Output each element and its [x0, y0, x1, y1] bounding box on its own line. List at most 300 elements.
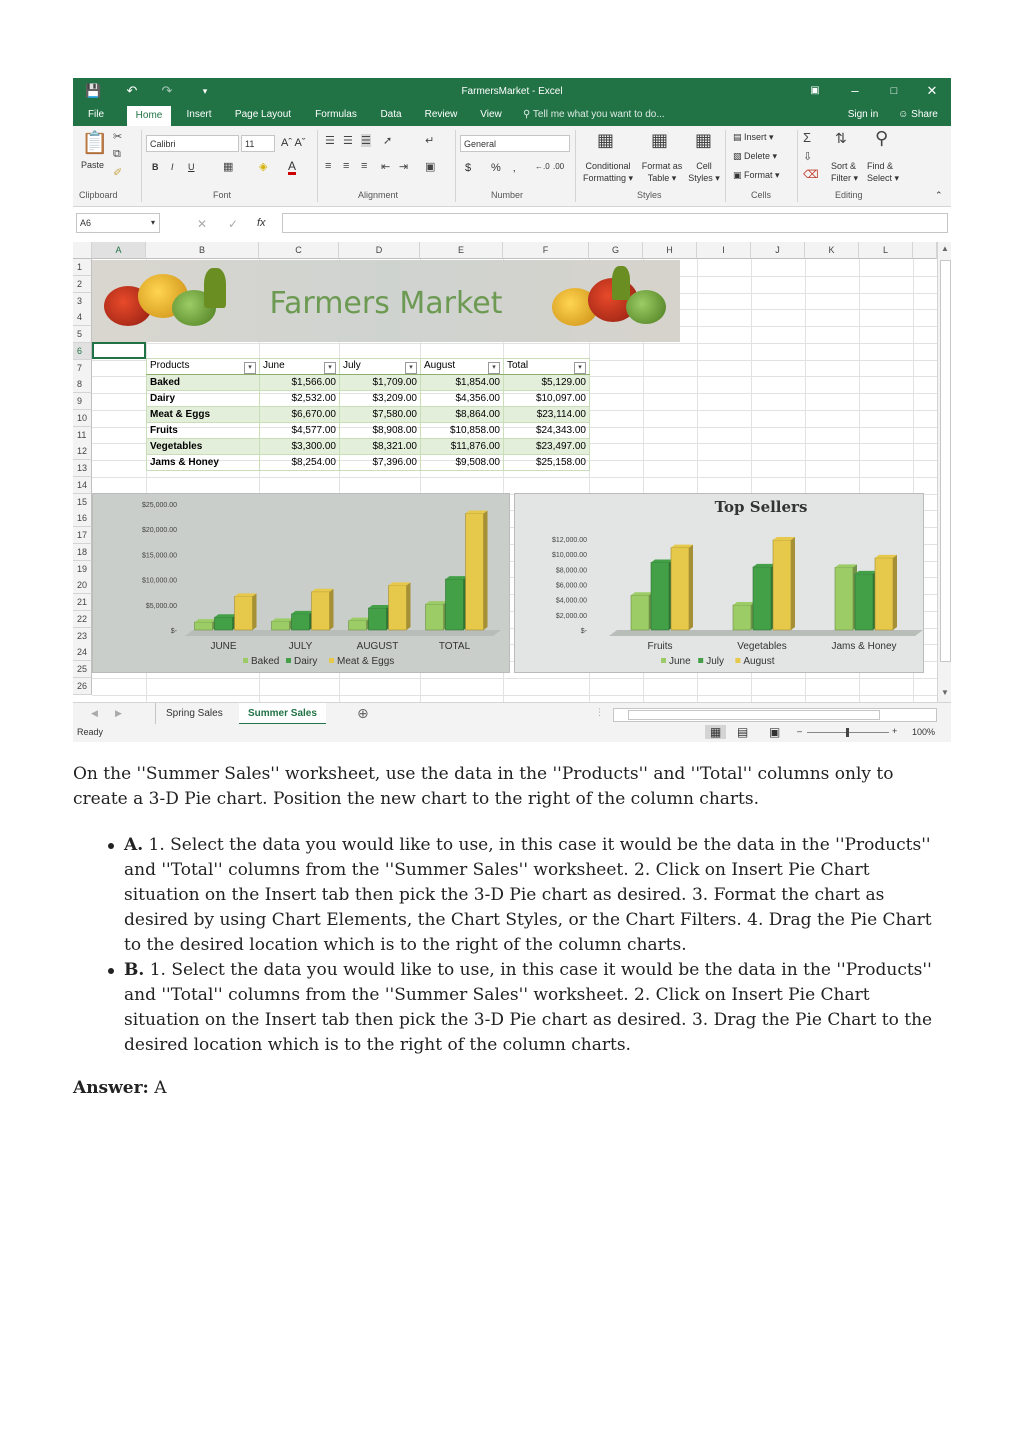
group-divider	[317, 130, 318, 202]
table-row	[147, 455, 590, 471]
cell-product[interactable]: Meat & Eggs	[147, 407, 260, 423]
row-header[interactable]: 8	[73, 376, 92, 393]
confirm-entry-icon[interactable]: ✓	[228, 217, 239, 231]
collapse-ribbon-icon[interactable]: ⌃	[935, 190, 943, 200]
cell-styles-button[interactable]: Cell Styles ▾	[688, 161, 720, 183]
column-header[interactable]: F	[503, 242, 589, 259]
cell-value[interactable]: $1,566.00	[260, 375, 340, 391]
row-header[interactable]: 18	[73, 544, 92, 561]
person-icon: ☺	[898, 109, 912, 120]
format-cells-icon: ▣	[733, 170, 745, 180]
row-header[interactable]: 11	[73, 427, 92, 444]
column-header[interactable]: D	[339, 242, 420, 259]
tab-home[interactable]: Home	[127, 106, 171, 126]
gridline	[92, 343, 937, 344]
italic-icon[interactable]: I	[171, 162, 174, 172]
row-header[interactable]: 15	[73, 494, 92, 511]
cell-value[interactable]: $1,709.00	[340, 375, 421, 391]
cf-label-2: Formatting	[582, 173, 626, 183]
row-header[interactable]: 19	[73, 561, 92, 578]
cell-total[interactable]: $10,097.00	[504, 391, 590, 407]
paste-label[interactable]: Paste	[81, 160, 105, 170]
tell-me-box[interactable]	[523, 104, 683, 126]
group-divider	[725, 130, 726, 202]
answer-value: A	[154, 1078, 167, 1098]
header-label: Total	[507, 359, 529, 371]
conditional-formatting-icon[interactable]: ▦	[597, 130, 615, 150]
row-header[interactable]: 4	[73, 309, 92, 326]
align-middle-icon[interactable]: ☰	[343, 135, 353, 147]
column-header[interactable]: G	[589, 242, 643, 259]
bar-dairy	[292, 614, 310, 630]
cs-label-1: Cell	[696, 161, 712, 171]
row-header[interactable]: 17	[73, 527, 92, 544]
bar-dairy	[215, 617, 233, 630]
insert-cells-button[interactable]: ▤ Insert ▾	[733, 132, 774, 142]
bar-august	[671, 548, 689, 630]
cell-total[interactable]: $24,343.00	[504, 423, 590, 439]
fs-label-2: Select	[867, 173, 893, 183]
customize-toolbar-icon[interactable]: ▾	[202, 86, 208, 96]
farmers-market-banner	[92, 260, 680, 342]
sort-filter-icon[interactable]: ⇅	[835, 130, 847, 146]
number-format-select[interactable]: General	[460, 135, 570, 152]
new-sheet-icon[interactable]: ⊕	[357, 705, 369, 721]
bar-side	[330, 589, 334, 630]
formula-bar	[73, 207, 951, 242]
delete-cells-button[interactable]: ▧ Delete ▾	[733, 151, 778, 161]
insert-cells-label: Insert	[744, 132, 767, 142]
column-chart-summer-sales[interactable]	[92, 493, 510, 673]
ribbon-tabs	[73, 104, 951, 126]
column-header[interactable]: E	[420, 242, 503, 259]
increase-decimal-icon[interactable]: ←.0	[535, 162, 550, 171]
option-text: 1. Select the data you would like to use, in this case it would be the data in the ''Products'' and ''Total'' columns from the ''Summer Sales'' worksheet. 2. Click on Insert Pie Chart situation on the Insert tab then pick the 3-D Pie chart as desired. 3. Format the chart as desired by using Chart Elements, the Chart Styles, or the Chart Filters. 4. Drag the Pie Chart to the desired location which is to the right of the column charts.	[124, 835, 932, 955]
column-header[interactable]: J	[751, 242, 805, 259]
cell-value[interactable]: $7,396.00	[340, 455, 421, 471]
name-box-dropdown-icon[interactable]: ▾	[150, 218, 155, 227]
wrap-text-icon[interactable]: ↵	[425, 135, 435, 147]
zoom-out-icon[interactable]: –	[797, 726, 803, 736]
cell-total[interactable]: $23,497.00	[504, 439, 590, 455]
group-label-styles: Styles	[637, 190, 662, 200]
bold-icon[interactable]: B	[152, 162, 159, 172]
column-chart-top-sellers[interactable]	[514, 493, 924, 673]
cancel-entry-icon[interactable]: ✕	[197, 217, 208, 231]
undo-icon[interactable]: ↶	[126, 83, 138, 98]
fat-label-1: Format as	[641, 161, 683, 171]
pineapple-leaves-right	[612, 266, 630, 300]
comma-icon[interactable]: ‚	[513, 162, 516, 174]
bar-side	[253, 593, 257, 630]
sheet-tab-bar	[73, 702, 951, 725]
x-tick-label: TOTAL	[438, 641, 471, 652]
option-letter: B.	[124, 960, 145, 980]
gridline	[92, 678, 937, 679]
next-sheet-icon[interactable]: ▶	[115, 708, 122, 718]
group-divider	[575, 130, 576, 202]
legend-swatch	[243, 658, 248, 663]
table-header-row	[147, 359, 590, 375]
cell-value[interactable]: $8,321.00	[340, 439, 421, 455]
legend-swatch	[735, 658, 740, 663]
name-box-value: A6	[80, 218, 92, 228]
cell-total[interactable]: $25,158.00	[504, 455, 590, 471]
sf-label-2: Filter	[831, 173, 851, 183]
column-header[interactable]: H	[643, 242, 697, 259]
x-tick-label: JULY	[288, 641, 313, 652]
group-divider	[455, 130, 456, 202]
filter-dropdown-icon[interactable]: ▾	[244, 362, 256, 374]
x-tick-label: JUNE	[210, 641, 237, 652]
filter-dropdown-icon[interactable]: ▾	[405, 362, 417, 374]
row-header[interactable]: 22	[73, 611, 92, 628]
header-june[interactable]	[260, 359, 340, 375]
row-header[interactable]: 24	[73, 644, 92, 661]
y-tick-label: $-	[170, 628, 177, 635]
fat-label-2: Table	[647, 173, 670, 183]
y-tick-label: $10,000.00	[551, 552, 587, 560]
format-painter-icon[interactable]: ✐	[113, 167, 123, 179]
group-divider	[141, 130, 142, 202]
find-select-button[interactable]: Find & Select ▾	[867, 161, 900, 183]
column-header[interactable]: C	[259, 242, 339, 259]
redo-icon[interactable]: ↷	[161, 83, 173, 98]
row-header[interactable]: 10	[73, 410, 92, 427]
group-divider	[797, 130, 798, 202]
bar-august	[875, 558, 893, 630]
legend-swatch	[286, 658, 291, 663]
tab-data[interactable]: Data	[380, 109, 402, 120]
cf-label-1: Conditional	[585, 161, 631, 171]
fs-label-1: Find &	[867, 161, 894, 171]
minimize-icon[interactable]: –	[851, 83, 859, 98]
header-label: August	[424, 359, 456, 371]
bar-side	[791, 537, 795, 630]
normal-view-icon[interactable]: ▦	[705, 725, 726, 739]
y-tick-label: $6,000.00	[555, 582, 587, 590]
chart-floor	[185, 630, 501, 636]
row-header[interactable]: 23	[73, 628, 92, 645]
cell-total[interactable]: $5,129.00	[504, 375, 590, 391]
cell-product[interactable]: Jams & Honey	[147, 455, 260, 471]
option-letter: A.	[124, 835, 144, 855]
column-header[interactable]: L	[859, 242, 913, 259]
zoom-in-icon[interactable]: +	[892, 726, 898, 736]
cut-icon[interactable]: ✂	[113, 131, 123, 143]
filter-dropdown-icon[interactable]: ▾	[324, 362, 336, 374]
cell-product[interactable]: Baked	[147, 375, 260, 391]
cell-product[interactable]: Dairy	[147, 391, 260, 407]
answer-label: Answer:	[73, 1078, 149, 1098]
format-cells-button[interactable]: ▣ Format ▾	[733, 170, 780, 180]
bar-meat-eggs	[389, 585, 407, 630]
legend-entry: Baked	[251, 656, 280, 667]
status-ready: Ready	[77, 727, 104, 737]
cell-value[interactable]: $3,300.00	[260, 439, 340, 455]
cell-value[interactable]: $4,356.00	[421, 391, 504, 407]
bar-baked	[195, 622, 213, 630]
bar-june	[733, 605, 751, 630]
share-label: Share	[911, 109, 938, 120]
find-select-icon[interactable]: ⚲	[875, 128, 889, 148]
font-color-icon[interactable]: A	[288, 159, 297, 173]
legend-entry: August	[743, 656, 775, 667]
insert-cells-icon: ▤	[733, 132, 745, 142]
bar-baked	[272, 621, 290, 630]
column-header-blank	[913, 242, 937, 259]
font-name-select[interactable]: Calibri	[146, 135, 239, 152]
group-label-alignment: Alignment	[358, 190, 399, 200]
table-row	[147, 391, 590, 407]
percent-icon[interactable]: %	[491, 162, 501, 174]
grow-font-icon[interactable]: Aˆ Aˇ	[281, 137, 306, 149]
clear-icon[interactable]: ⌫	[803, 169, 819, 181]
table-row	[147, 439, 590, 455]
tell-me-text: Tell me what you want to do...	[532, 109, 665, 120]
cell-value[interactable]: $4,577.00	[260, 423, 340, 439]
align-top-icon[interactable]: ☰	[325, 135, 335, 147]
bar-meat-eggs	[235, 596, 253, 630]
page-break-view-icon[interactable]: ▣	[769, 725, 781, 739]
fill-icon[interactable]: ⇩	[803, 151, 813, 163]
scrollbar-split-icon[interactable]: ⋮	[595, 707, 604, 717]
tab-insert[interactable]: Insert	[186, 109, 212, 120]
table-row	[147, 375, 590, 391]
title-bar	[73, 78, 951, 104]
cell-value[interactable]: $2,532.00	[260, 391, 340, 407]
orientation-icon[interactable]: ➚	[383, 135, 393, 147]
header-products[interactable]	[147, 359, 260, 375]
cell-styles-icon[interactable]: ▦	[695, 130, 713, 150]
row-header[interactable]: 25	[73, 661, 92, 678]
close-icon[interactable]: ✕	[926, 83, 938, 98]
sf-label-1: Sort &	[831, 161, 857, 171]
ribbon-display-icon[interactable]: ▣	[810, 85, 820, 96]
y-tick-label: $8,000.00	[555, 567, 587, 575]
cell-value[interactable]: $9,508.00	[421, 455, 504, 471]
cs-label-2: Styles	[688, 173, 713, 183]
row-header[interactable]: 2	[73, 276, 92, 293]
bar-august	[773, 540, 791, 630]
horizontal-scroll-thumb[interactable]	[628, 710, 880, 720]
format-as-table-icon[interactable]: ▦	[651, 130, 669, 150]
row-header[interactable]: 20	[73, 577, 92, 594]
status-bar	[73, 724, 951, 742]
paste-icon[interactable]: 📋	[81, 130, 109, 155]
cell-product[interactable]: Vegetables	[147, 439, 260, 455]
conditional-formatting-button[interactable]: Conditional Formatting ▾	[582, 161, 634, 183]
row-header[interactable]: 21	[73, 594, 92, 611]
group-label-number: Number	[491, 190, 524, 200]
table-row	[147, 407, 590, 423]
tab-view[interactable]: View	[480, 109, 502, 120]
decrease-indent-icon[interactable]: ⇤	[381, 161, 391, 173]
filter-dropdown-icon[interactable]: ▾	[488, 362, 500, 374]
row-header[interactable]: 3	[73, 293, 92, 310]
chart-title: Top Sellers	[714, 498, 808, 516]
font-size-select[interactable]: 11	[241, 135, 275, 152]
maximize-icon[interactable]: □	[890, 85, 898, 97]
row-header[interactable]: 1	[73, 259, 92, 276]
page-layout-view-icon[interactable]: ▤	[737, 725, 749, 739]
formula-input[interactable]	[282, 213, 948, 233]
row-header[interactable]: 5	[73, 326, 92, 343]
row-header[interactable]: 9	[73, 393, 92, 410]
header-july[interactable]	[340, 359, 421, 375]
column-header[interactable]: K	[805, 242, 859, 259]
bar-meat-eggs	[312, 592, 330, 630]
underline-icon[interactable]: U	[188, 162, 195, 172]
cell-value[interactable]: $6,670.00	[260, 407, 340, 423]
prev-sheet-icon[interactable]: ◀	[91, 708, 98, 718]
option-text: 1. Select the data you would like to use, in this case it would be the data in the ''Products'' and ''Total'' columns from the ''Summer Sales'' worksheet. 2. Click on Insert Pie Chart situation on the Insert tab then pick the 3-D Pie chart as desired. 3. Drag the Pie Chart to the desired location which is to the right of the column charts.	[124, 960, 933, 1055]
cell-value[interactable]: $11,876.00	[421, 439, 504, 455]
bar-side	[689, 545, 693, 630]
delete-cells-label: Delete	[744, 151, 771, 161]
option-a	[124, 833, 942, 958]
autosum-icon[interactable]: Σ	[803, 130, 812, 145]
cell-value[interactable]: $10,858.00	[421, 423, 504, 439]
save-icon[interactable]: 💾	[85, 83, 102, 98]
cell-value[interactable]: $3,209.00	[340, 391, 421, 407]
horizontal-scrollbar[interactable]	[613, 708, 937, 722]
question-text: On the ''Summer Sales'' worksheet, use the data in the ''Products'' and ''Total'' columns only to create a 3-D Pie chart. Position the new chart to the right of the column charts.	[73, 764, 894, 809]
vertical-scroll-thumb[interactable]	[940, 260, 951, 662]
legend-entry: Meat & Eggs	[337, 656, 395, 667]
name-box[interactable]	[76, 213, 160, 233]
column-header[interactable]: B	[146, 242, 259, 259]
cell-value[interactable]: $8,254.00	[260, 455, 340, 471]
row-header[interactable]: 13	[73, 460, 92, 477]
gridline	[92, 695, 937, 696]
header-label: Products	[150, 359, 190, 371]
cell-value[interactable]: $1,854.00	[421, 375, 504, 391]
cell-value[interactable]: $7,580.00	[340, 407, 421, 423]
share-button[interactable]	[893, 104, 943, 126]
legend-swatch	[698, 658, 703, 663]
cell-value[interactable]: $8,908.00	[340, 423, 421, 439]
gridline	[92, 477, 937, 478]
cell-value[interactable]: $8,864.00	[421, 407, 504, 423]
bar-june	[631, 595, 649, 630]
increase-indent-icon[interactable]: ⇥	[399, 161, 409, 173]
scroll-up-icon[interactable]: ▲	[941, 244, 949, 253]
x-tick-label: Fruits	[647, 641, 673, 652]
select-all-corner[interactable]	[73, 242, 92, 259]
x-tick-label: Vegetables	[737, 641, 787, 652]
row-header[interactable]: 14	[73, 477, 92, 494]
group-label-clipboard: Clipboard	[79, 190, 118, 200]
legend-swatch	[661, 658, 666, 663]
zoom-level[interactable]: 100%	[912, 727, 936, 737]
row-header[interactable]: 7	[73, 360, 92, 377]
row-header[interactable]: 16	[73, 510, 92, 527]
fill-color-icon[interactable]: ◈	[259, 161, 268, 173]
x-tick-label: AUGUST	[356, 641, 399, 652]
insert-function-icon[interactable]: fx	[257, 217, 266, 229]
tab-review[interactable]: Review	[424, 109, 458, 120]
bar-dairy	[369, 608, 387, 630]
column-header[interactable]: I	[697, 242, 751, 259]
row-header[interactable]: 12	[73, 443, 92, 460]
tab-page-layout[interactable]: Page Layout	[234, 109, 292, 120]
zoom-slider-handle[interactable]	[846, 728, 849, 737]
x-tick-label: Jams & Honey	[831, 641, 897, 652]
group-label-cells: Cells	[751, 190, 772, 200]
answer-options	[124, 833, 942, 1058]
header-august[interactable]	[421, 359, 504, 375]
group-label-font: Font	[213, 190, 232, 200]
cell-product[interactable]: Fruits	[147, 423, 260, 439]
format-as-table-button[interactable]: Format as Table ▾	[641, 161, 683, 183]
tab-formulas[interactable]: Formulas	[315, 109, 357, 120]
align-center-icon[interactable]: ≡	[343, 160, 350, 172]
selected-cell-a6[interactable]	[92, 342, 146, 359]
header-total[interactable]	[504, 359, 590, 375]
cell-total[interactable]: $23,114.00	[504, 407, 590, 423]
y-tick-label: $5,000.00	[145, 602, 177, 610]
y-tick-label: $25,000.00	[141, 502, 177, 509]
tab-file[interactable]: File	[87, 109, 105, 120]
bar-side	[407, 582, 411, 630]
worksheet-grid	[73, 242, 951, 702]
filter-dropdown-icon[interactable]: ▾	[574, 362, 586, 374]
fruit-cluster-right	[626, 290, 666, 324]
bar-june	[835, 567, 853, 630]
ribbon-home	[73, 126, 951, 207]
bar-meat-eggs	[466, 514, 484, 630]
row-header[interactable]: 6	[73, 343, 92, 360]
y-tick-label: $12,000.00	[551, 537, 587, 544]
y-tick-label: $-	[580, 628, 587, 635]
merge-center-icon[interactable]: ▣	[425, 161, 436, 173]
sales-table	[146, 358, 590, 471]
format-cells-label: Format	[744, 170, 773, 180]
sort-filter-button[interactable]: Sort & Filter ▾	[831, 161, 859, 183]
align-bottom-icon[interactable]: ☰	[361, 135, 371, 147]
borders-icon[interactable]: ▦	[223, 161, 234, 173]
sheet-tab-spring-sales[interactable]: Spring Sales	[155, 703, 233, 725]
sheet-tab-summer-sales[interactable]: Summer Sales	[239, 703, 326, 725]
row-header[interactable]: 26	[73, 678, 92, 695]
y-tick-label: $20,000.00	[141, 527, 177, 535]
y-tick-label: $15,000.00	[141, 552, 177, 560]
copy-icon[interactable]: ⧉	[113, 148, 121, 160]
align-left-icon[interactable]: ≡	[325, 160, 332, 172]
decrease-decimal-icon[interactable]: .00	[553, 162, 565, 171]
bar-july	[651, 562, 669, 630]
bar-dairy	[446, 579, 464, 630]
lightbulb-icon: ⚲	[523, 109, 533, 120]
currency-icon[interactable]: $	[465, 162, 472, 174]
chart-floor	[609, 630, 923, 636]
group-label-editing: Editing	[835, 190, 863, 200]
sign-in-link[interactable]: Sign in	[847, 109, 879, 120]
vertical-scrollbar[interactable]	[937, 242, 951, 702]
column-header[interactable]: A	[92, 242, 146, 259]
bar-side	[484, 511, 488, 630]
legend-entry: Dairy	[294, 656, 318, 667]
option-b	[124, 958, 942, 1058]
scroll-down-icon[interactable]: ▼	[941, 688, 949, 697]
align-right-icon[interactable]: ≡	[361, 160, 368, 172]
answer	[73, 1076, 167, 1101]
bar-side	[893, 555, 897, 630]
window-title: FarmersMarket - Excel	[461, 86, 563, 97]
y-tick-label: $4,000.00	[555, 597, 587, 605]
bar-baked	[426, 604, 444, 630]
